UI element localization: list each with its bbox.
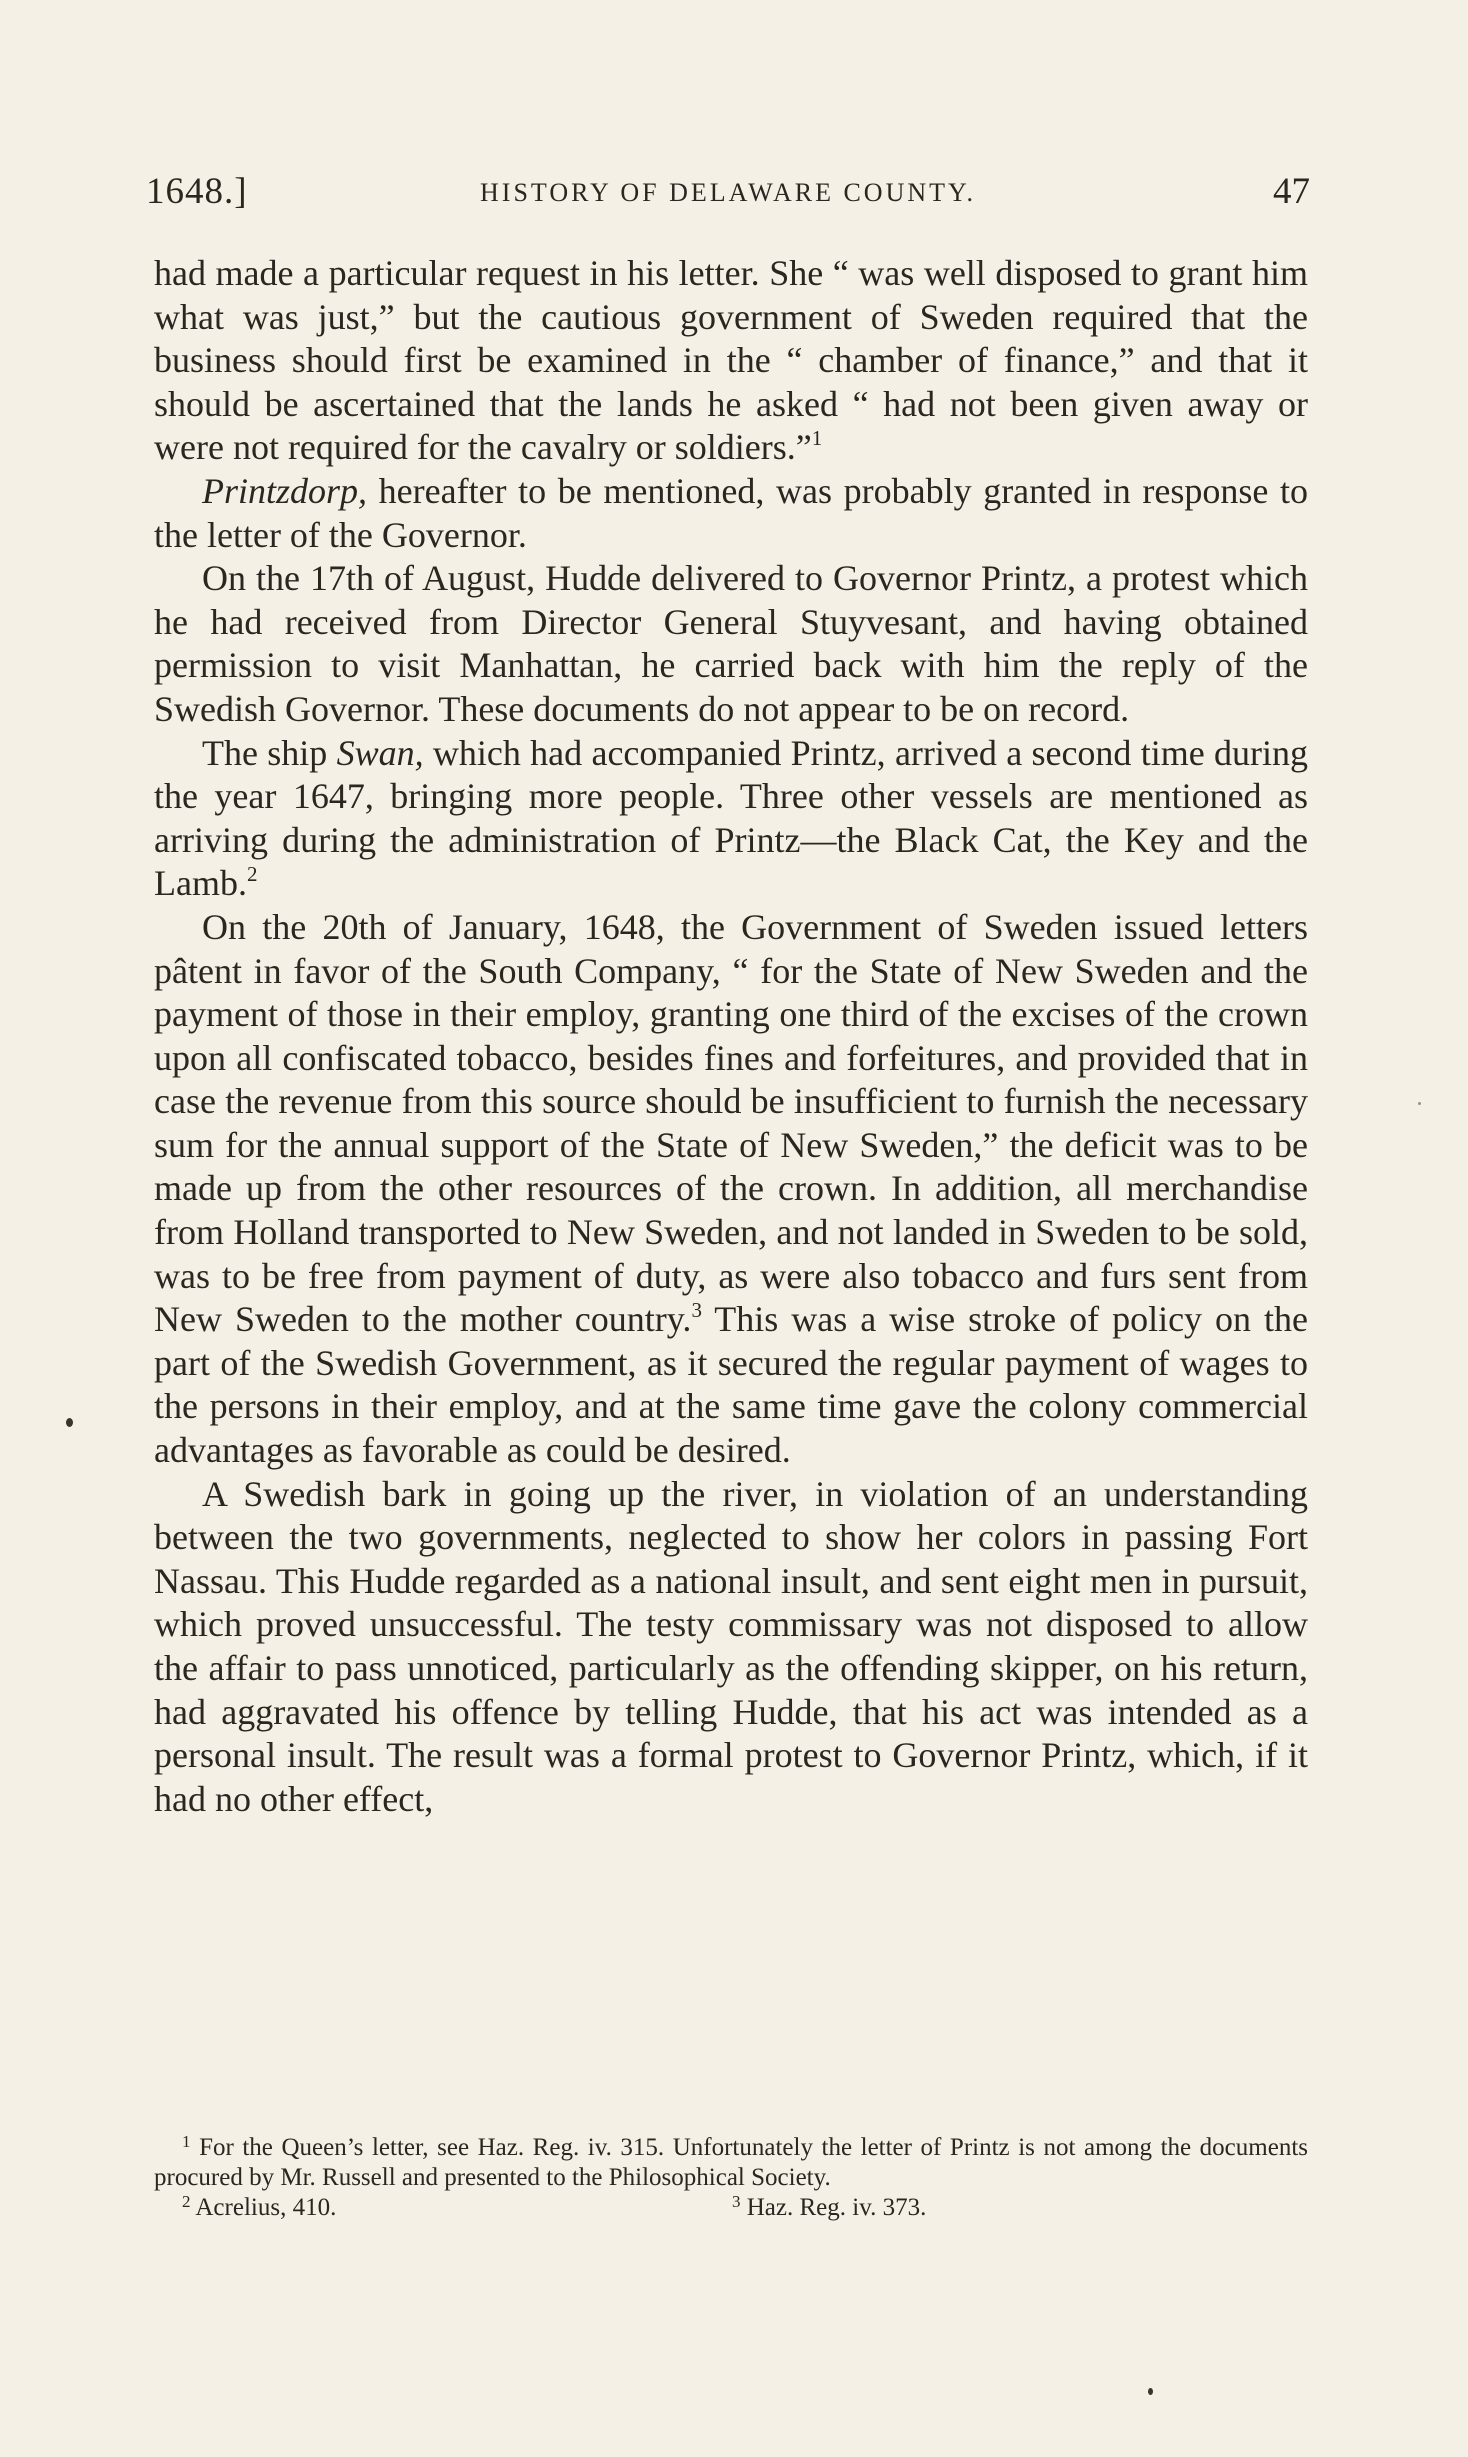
body-text xyxy=(154,252,1308,1821)
footnote-2-number: 2 xyxy=(182,2192,191,2211)
paragraph-1 xyxy=(154,252,1308,470)
paragraph-4-italic: Swan, xyxy=(336,732,424,773)
ink-speck-left xyxy=(66,1418,73,1427)
footnote-1-number: 1 xyxy=(182,2132,191,2151)
paragraph-4 xyxy=(154,732,1308,906)
paragraph-5-text-b: This was a wise stroke of policy on the part of the Swedish Government, as it secured the regular payment of wages to the persons in their employ, and at the same time gave the colony commercial advantages as favorable as could be desired. xyxy=(154,1299,1308,1471)
paragraph-4-text-a: The ship xyxy=(202,732,337,773)
ink-speck-margin xyxy=(1418,1102,1421,1105)
running-head xyxy=(146,170,1310,220)
paragraph-3-text: On the 17th of August, Hudde delivered to Governor Printz, a protest which he had received from Director General Stuyvesant, and having obtained permission to visit Manhattan, he carried back with him the reply of the Swedish Governor. These documents do not appear to be on record. xyxy=(154,558,1308,729)
footnote-3-number: 3 xyxy=(732,2192,741,2211)
footnote-1 xyxy=(154,2133,1308,2193)
ink-speck-bottom xyxy=(1148,2388,1153,2395)
paragraph-4-text-b: which had accompanied Printz, arrived a second time during the year 1647, bringing more people. Three other vessels are mentioned as arriving during the administration of Printz—the Black Cat, the Key and the Lamb. xyxy=(154,732,1309,904)
header-year: 1648.] xyxy=(146,171,248,212)
footnotes xyxy=(154,2133,1308,2223)
page-number: 47 xyxy=(1273,171,1310,212)
footnote-ref-2: 2 xyxy=(246,862,258,887)
header-title: HISTORY OF DELAWARE COUNTY. xyxy=(480,178,976,207)
footnote-ref-1: 1 xyxy=(811,426,823,451)
footnote-2-text: Acrelius, 410. xyxy=(190,2194,337,2221)
paragraph-2 xyxy=(154,470,1308,557)
paragraph-5 xyxy=(154,906,1308,1473)
paragraph-6 xyxy=(154,1473,1308,1822)
paragraph-5-text-a: On the 20th of January, 1648, the Government of Sweden issued letters pâtent in favor of the South Company, “ for the State of New Sweden and the payment of those in their employ, granting one third of the excises of the crown upon all confiscated tobacco, besides fines and forfeitures, and provided that in case the revenue from this source should be insufficient to furnish the necessary sum for the annual support of the State of New Sweden,” the deficit was to be made up from the other resources of the crown. In addition, all merchandise from Holland transported to New Sweden, and not landed in Sweden to be sold, was to be free from payment of duty, as were also tobacco and furs sent from New Sweden to the mother country. xyxy=(154,906,1308,1340)
footnote-3-text: Haz. Reg. iv. 373. xyxy=(740,2194,927,2221)
footnote-1-text: For the Queen’s letter, see Haz. Reg. iv. 315. Unfortunately the letter of Printz is not among the documents procured by Mr. Russell and presented to the Philosophical Society. xyxy=(154,2134,1308,2191)
footnote-2 xyxy=(182,2193,336,2223)
paragraph-2-italic: Printzdorp, xyxy=(202,470,368,511)
paragraph-6-text: A Swedish bark in going up the river, in violation of an understanding between the two governments, neglected to show her colors in passing Fort Nassau. This Hudde regarded as a national insult, and sent eight men in pursuit, which proved unsuccessful. The testy commissary was not disposed to allow the affair to pass unnoticed, particularly as the offending skipper, on his return, had aggravated his offence by telling Hudde, that his act was intended as a personal insult. The result was a formal protest to Governor Printz, which, if it had no other effect, xyxy=(154,1473,1308,1819)
paragraph-1-text: had made a particular request in his letter. She “ was well disposed to grant him what was just,” but the cautious government of Sweden required that the business should first be examined in the “ chamber of finance,” and that it should be ascertained that the lands he asked “ had not been given away or were not required for the cavalry or soldiers.” xyxy=(154,253,1308,468)
footnote-3 xyxy=(732,2193,926,2223)
paragraph-3 xyxy=(154,557,1308,731)
footnote-row xyxy=(154,2193,1308,2223)
paragraph-2-text: hereafter to be mentioned, was probably granted in response to the letter of the Governor. xyxy=(154,470,1308,555)
footnote-ref-3: 3 xyxy=(691,1298,702,1323)
